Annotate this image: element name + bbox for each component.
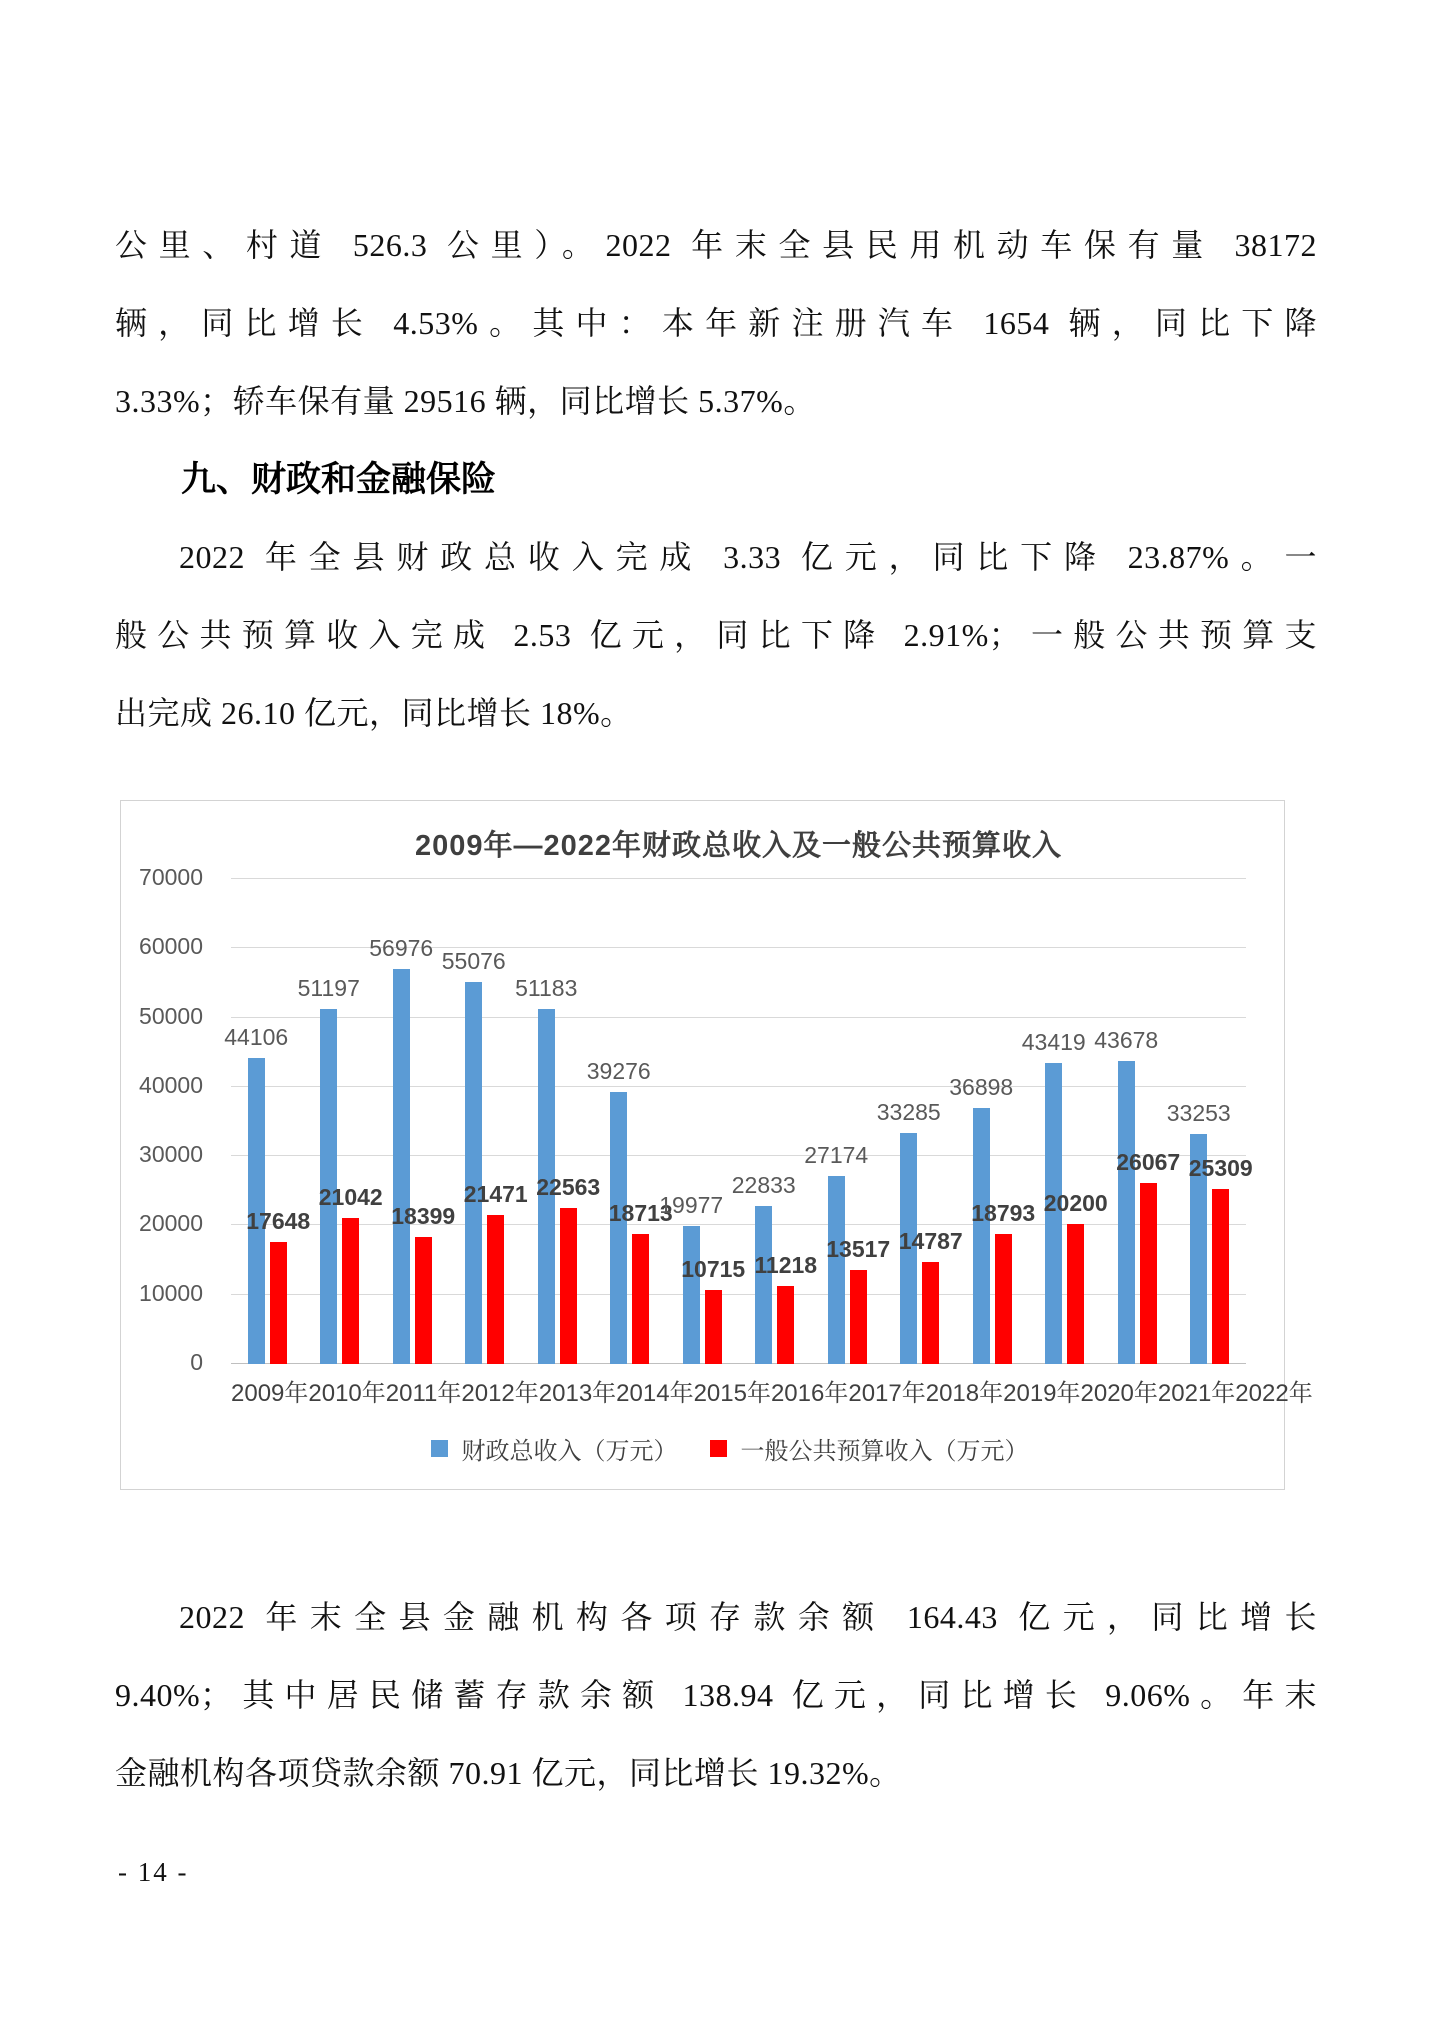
x-axis-labels bbox=[231, 1373, 1313, 1408]
budget-revenue-bar bbox=[632, 1234, 649, 1364]
x-tick-label: 2015年 bbox=[693, 1380, 771, 1407]
budget-revenue-bar bbox=[1140, 1183, 1157, 1364]
legend-label-total-revenue: 财政总收入（万元） bbox=[461, 1438, 678, 1465]
x-tick-label: 2016年 bbox=[770, 1380, 849, 1407]
budget-revenue-value-label: 20200 bbox=[1043, 1190, 1108, 1217]
x-tick-label: 2014年 bbox=[616, 1380, 694, 1407]
bar-group bbox=[731, 879, 818, 1364]
paragraph-line: 般公共预算收入完成 2.53 亿元，同比下降 2.91%；一般公共预算支 bbox=[115, 617, 1317, 653]
paragraph-line: 公里、村道 526.3 公里）。2022 年末全县民用机动车保有量 38172 bbox=[115, 227, 1317, 263]
budget-revenue-bar bbox=[487, 1215, 504, 1364]
paragraph-line: 金融机构各项贷款余额 70.91 亿元，同比增长 19.32%。 bbox=[115, 1755, 902, 1791]
bar-group bbox=[659, 879, 746, 1364]
section-heading-finance: 九、财政和金融保险 bbox=[181, 460, 497, 499]
budget-revenue-bar bbox=[270, 1242, 287, 1364]
budget-revenue-bar bbox=[342, 1218, 359, 1364]
bar-group bbox=[1094, 879, 1181, 1364]
budget-revenue-value-label: 10715 bbox=[681, 1255, 746, 1282]
bar-groups bbox=[224, 879, 1253, 1364]
total-revenue-value-label: 33253 bbox=[1166, 1099, 1231, 1126]
budget-revenue-bar bbox=[560, 1208, 577, 1364]
total-revenue-value-label: 51183 bbox=[515, 975, 578, 1002]
total-revenue-value-label: 43419 bbox=[1021, 1029, 1086, 1056]
y-tick-label: 30000 bbox=[139, 1141, 203, 1168]
fiscal-revenue-chart bbox=[120, 800, 1313, 1490]
chart-title: 2009年—2022年财政总收入及一般公共预算收入 bbox=[414, 830, 1063, 862]
y-tick-label: 20000 bbox=[139, 1210, 203, 1237]
budget-revenue-bar bbox=[415, 1237, 432, 1364]
total-revenue-bar bbox=[393, 969, 410, 1364]
budget-revenue-value-label: 26067 bbox=[1116, 1149, 1181, 1176]
budget-revenue-value-label: 21471 bbox=[463, 1181, 528, 1208]
paragraph-vehicles bbox=[115, 206, 1317, 440]
bar-group bbox=[804, 879, 891, 1364]
total-revenue-bar bbox=[465, 982, 482, 1364]
paragraph-line: 2022 年末全县金融机构各项存款余额 164.43 亿元，同比增长 bbox=[179, 1599, 1317, 1635]
budget-revenue-bar bbox=[922, 1262, 939, 1364]
x-tick-label: 2020年 bbox=[1080, 1380, 1158, 1407]
total-revenue-bar bbox=[1118, 1061, 1135, 1364]
x-tick-label: 2013年 bbox=[538, 1380, 617, 1407]
total-revenue-bar bbox=[683, 1226, 700, 1364]
x-tick-label: 2019年 bbox=[1003, 1380, 1081, 1407]
budget-revenue-bar bbox=[705, 1290, 722, 1364]
bar-group bbox=[297, 879, 383, 1364]
x-tick-label: 2021年 bbox=[1157, 1380, 1236, 1407]
total-revenue-bar bbox=[755, 1206, 772, 1364]
total-revenue-value-label: 22833 bbox=[731, 1171, 796, 1198]
legend-swatch-budget-revenue bbox=[710, 1440, 727, 1457]
total-revenue-bar bbox=[610, 1092, 627, 1364]
paragraph-line: 9.40%；其中居民储蓄存款余额 138.94 亿元，同比增长 9.06%。年末 bbox=[115, 1677, 1317, 1713]
total-revenue-value-label: 56976 bbox=[369, 935, 434, 962]
budget-revenue-value-label: 21042 bbox=[318, 1184, 383, 1211]
paragraph-deposits-loans bbox=[115, 1578, 1317, 1812]
plot-area bbox=[224, 879, 1253, 1364]
total-revenue-value-label: 43678 bbox=[1094, 1027, 1159, 1054]
budget-revenue-bar bbox=[1212, 1189, 1229, 1364]
budget-revenue-bar bbox=[850, 1270, 867, 1364]
budget-revenue-bar bbox=[1067, 1224, 1084, 1364]
legend-swatch-total-revenue bbox=[431, 1440, 448, 1457]
total-revenue-bar bbox=[973, 1108, 990, 1364]
budget-revenue-value-label: 14787 bbox=[898, 1227, 963, 1254]
x-tick-label: 2009年 bbox=[231, 1380, 309, 1407]
total-revenue-value-label: 44106 bbox=[224, 1024, 289, 1051]
budget-revenue-value-label: 18399 bbox=[391, 1202, 456, 1229]
chart-legend bbox=[231, 1431, 1246, 1466]
bar-group bbox=[224, 879, 311, 1364]
total-revenue-value-label: 39276 bbox=[586, 1057, 651, 1084]
paragraph-line: 2022 年全县财政总收入完成 3.33 亿元，同比下降 23.87%。一 bbox=[179, 539, 1317, 575]
x-tick-label: 2010年 bbox=[308, 1380, 386, 1407]
bar-group bbox=[1166, 879, 1253, 1364]
bar-group bbox=[369, 879, 456, 1364]
page-number: - 14 - bbox=[118, 1857, 189, 1887]
paragraph-line: 辆，同比增长 4.53%。其中：本年新注册汽车 1654 辆，同比下降 bbox=[115, 305, 1317, 341]
total-revenue-value-label: 19977 bbox=[659, 1191, 724, 1218]
total-revenue-value-label: 55076 bbox=[441, 948, 506, 975]
total-revenue-value-label: 33285 bbox=[876, 1099, 941, 1126]
total-revenue-bar bbox=[828, 1176, 845, 1364]
paragraph-line: 3.33%；轿车保有量 29516 辆，同比增长 5.37%。 bbox=[115, 383, 816, 419]
paragraph-fiscal-revenue bbox=[115, 518, 1317, 752]
legend-label-budget-revenue: 一般公共预算收入（万元） bbox=[740, 1438, 1029, 1465]
total-revenue-value-label: 51197 bbox=[297, 975, 360, 1002]
bar-group bbox=[1021, 879, 1108, 1364]
budget-revenue-bar bbox=[995, 1234, 1012, 1364]
y-tick-label: 50000 bbox=[139, 1002, 203, 1029]
budget-revenue-value-label: 13517 bbox=[826, 1236, 891, 1263]
budget-revenue-value-label: 22563 bbox=[536, 1173, 601, 1200]
bar-group bbox=[586, 879, 673, 1364]
y-tick-label: 40000 bbox=[139, 1071, 203, 1098]
budget-revenue-bar bbox=[777, 1286, 794, 1364]
x-tick-label: 2012年 bbox=[461, 1380, 539, 1407]
y-axis-labels bbox=[121, 864, 217, 1375]
y-tick-label: 60000 bbox=[139, 933, 203, 960]
total-revenue-value-label: 36898 bbox=[949, 1074, 1014, 1101]
budget-revenue-value-label: 17648 bbox=[246, 1207, 311, 1234]
bar-group bbox=[515, 879, 601, 1364]
bar-group bbox=[876, 879, 963, 1364]
x-tick-label: 2018年 bbox=[925, 1380, 1004, 1407]
y-tick-label: 10000 bbox=[139, 1279, 203, 1306]
budget-revenue-value-label: 18793 bbox=[971, 1199, 1036, 1226]
y-tick-label: 0 bbox=[190, 1349, 203, 1375]
total-revenue-value-label: 27174 bbox=[804, 1141, 869, 1168]
y-tick-label: 70000 bbox=[139, 864, 203, 890]
x-tick-label: 2022年 bbox=[1235, 1380, 1313, 1407]
budget-revenue-value-label: 18713 bbox=[608, 1200, 673, 1227]
budget-revenue-value-label: 25309 bbox=[1188, 1154, 1253, 1181]
budget-revenue-value-label: 11218 bbox=[754, 1252, 818, 1279]
bar-group bbox=[441, 879, 528, 1364]
bar-group bbox=[949, 879, 1036, 1364]
paragraph-line: 出完成 26.10 亿元，同比增长 18%。 bbox=[115, 695, 633, 731]
x-tick-label: 2017年 bbox=[848, 1380, 926, 1407]
x-tick-label: 2011年 bbox=[385, 1380, 462, 1407]
